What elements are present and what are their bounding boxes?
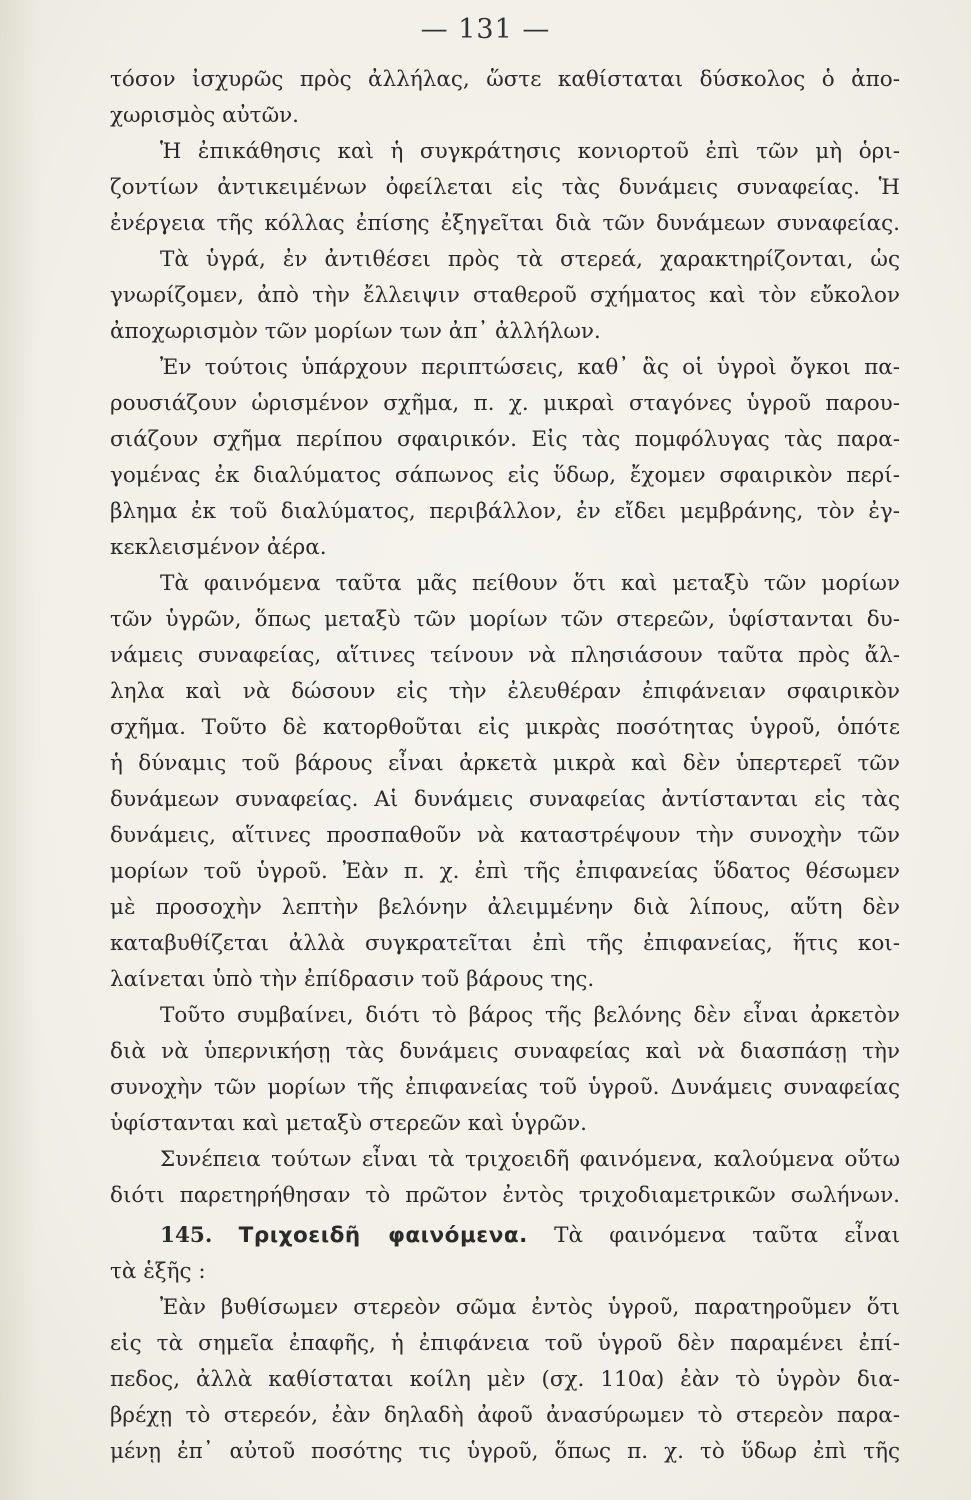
text-line: εἰς τὰ σημεῖα ἐπαφῆς, ἡ ἐπιφάνεια τοῦ ὑγροῦ δὲν παραμένει ἐπί- [110, 1331, 900, 1356]
section-number: 145. [160, 1223, 213, 1248]
text-line: τόσον ἰσχυρῶς πρὸς ἀλλήλας, ὥστε καθίσταται δύσκολος ὁ ἀπο- [110, 67, 900, 92]
text-line: διὰ νὰ ὑπερνικήσῃ τὰς δυνάμεις συναφείας καὶ νὰ διασπάσῃ τὴν [110, 1039, 900, 1064]
text-line: ἀποχωρισμὸν τῶν μορίων των ἀπ᾿ ἀλλήλων. [110, 319, 601, 344]
text-line: Τὰ ὑγρά, ἐν ἀντιθέσει πρὸς τὰ στερεά, χαρακτηρίζονται, ὡς [160, 247, 900, 272]
binding-shadow [0, 0, 40, 1500]
text-line: πεδος, ἀλλὰ καθίσταται κοίλη μὲν (σχ. 110α) ἐὰν τὸ ὑγρὸν δια- [110, 1367, 900, 1392]
text-line: Ἐὰν βυθίσωμεν στερεὸν σῶμα ἐντὸς ὑγροῦ, παρατηροῦμεν ὅτι [160, 1295, 900, 1320]
text-line: δυνάμεις, αἵτινες προσπαθοῦν νὰ καταστρέψουν τὴν συνοχὴν τῶν [110, 823, 900, 848]
text-line: γνωρίζομεν, ἀπὸ τὴν ἔλλειψιν σταθεροῦ σχήματος καὶ τὸν εὔκολον [110, 283, 900, 308]
text-line: βρέχῃ τὸ στερεόν, ἐὰν δηλαδὴ ἀφοῦ ἀνασύρωμεν τὸ στερεὸν παρα- [110, 1403, 900, 1428]
text-line: μὲ προσοχὴν λεπτὴν βελόνην ἀλειμμένην διὰ λίπους, αὕτη δὲν [110, 895, 900, 920]
text-line: ἡ δύναμις τοῦ βάρους εἶναι ἀρκετὰ μικρὰ καὶ δὲν ὑπερτερεῖ τῶν [110, 751, 900, 776]
text-line: μένῃ ἐπ᾿ αὐτοῦ ποσότης τις ὑγροῦ, ὅπως π. χ. τὸ ὕδωρ ἐπὶ τῆς [110, 1439, 900, 1464]
text-line: μορίων τοῦ ὑγροῦ. Ἐὰν π. χ. ἐπὶ τῆς ἐπιφανείας ὕδατος θέσωμεν [110, 859, 900, 884]
text-line: χωρισμὸς αὐτῶν. [110, 103, 300, 128]
text-line: λαίνεται ὑπὸ τὴν ἐπίδρασιν τοῦ βάρους της. [110, 967, 595, 992]
text-line: δυνάμεων συναφείας. Αἱ δυνάμεις συναφείας ἀντίστανται εἰς τὰς [110, 787, 900, 812]
text-line: σιάζουν σχῆμα περίπου σφαιρικόν. Εἰς τὰς πομφόλυγας τὰς παρα- [110, 427, 900, 452]
text-line: ληλα καὶ νὰ δώσουν εἰς τὴν ἐλευθέραν ἐπιφάνειαν σφαιρικὸν [110, 679, 900, 704]
text-line: τὰ ἑξῆς : [110, 1259, 206, 1284]
page-number: — 131 — [420, 14, 551, 45]
section-lead-text: Τὰ φαινόμενα ταῦτα εἶναι [554, 1223, 900, 1248]
text-line: διότι παρετηρήθησαν τὸ πρῶτον ἐντὸς τριχοδιαμετρικῶν σωλήνων. [110, 1183, 900, 1208]
text-line: Ἐν τούτοις ὑπάρχουν περιπτώσεις, καθ᾿ ἃς οἱ ὑγροὶ ὄγκοι πα- [160, 355, 900, 380]
section-title: Τριχοειδῆ φαινόμενα. [238, 1223, 528, 1248]
section-heading-line [110, 1218, 900, 1254]
text-line: κεκλεισμένον ἀέρα. [110, 535, 327, 560]
text-line: σχῆμα. Τοῦτο δὲ κατορθοῦται εἰς μικρὰς ποσότητας ὑγροῦ, ὁπότε [110, 715, 900, 740]
text-line: Συνέπεια τούτων εἶναι τὰ τριχοειδῆ φαινόμενα, καλούμενα οὕτω [160, 1147, 900, 1172]
text-line: ζοντίων ἀντικειμένων ὀφείλεται εἰς τὰς δυνάμεις συναφείας. Ἡ [110, 175, 900, 200]
text-line: συνοχὴν τῶν μορίων τῆς ἐπιφανείας τοῦ ὑγροῦ. Δυνάμεις συναφείας [110, 1075, 900, 1100]
text-line: Ἡ ἐπικάθησις καὶ ἡ συγκράτησις κονιορτοῦ ἐπὶ τῶν μὴ ὁρι- [160, 139, 900, 164]
text-line: ἐνέργεια τῆς κόλλας ἐπίσης ἐξηγεῖται διὰ τῶν δυνάμεων συναφείας. [110, 211, 900, 236]
text-line: ρουσιάζουν ὡρισμένον σχῆμα, π. χ. μικραὶ σταγόνες ὑγροῦ παρου- [110, 391, 900, 416]
text-line: νάμεις συναφείας, αἵτινες τείνουν νὰ πλησιάσουν ταῦτα πρὸς ἄλ- [110, 643, 900, 668]
text-line: Τὰ φαινόμενα ταῦτα μᾶς πείθουν ὅτι καὶ μεταξὺ τῶν μορίων [160, 571, 900, 596]
text-line: βλημα ἐκ τοῦ διαλύματος, περιβάλλον, ἐν εἴδει μεμβράνης, τὸν ἐγ- [110, 499, 900, 524]
text-line: τῶν ὑγρῶν, ὅπως μεταξὺ τῶν μορίων τῶν στερεῶν, ὑφίστανται δυ- [110, 607, 900, 632]
text-line: καταβυθίζεται ἀλλὰ συγκρατεῖται ἐπὶ τῆς ἐπιφανείας, ἥτις κοι- [110, 931, 900, 956]
text-line: Τοῦτο συμβαίνει, διότι τὸ βάρος τῆς βελόνης δὲν εἶναι ἀρκετὸν [160, 1003, 900, 1028]
text-line: γομένας ἐκ διαλύματος σάπωνος εἰς ὕδωρ, ἔχομεν σφαιρικὸν περί- [110, 463, 900, 488]
text-line: ὑφίστανται καὶ μεταξὺ στερεῶν καὶ ὑγρῶν. [110, 1111, 588, 1136]
